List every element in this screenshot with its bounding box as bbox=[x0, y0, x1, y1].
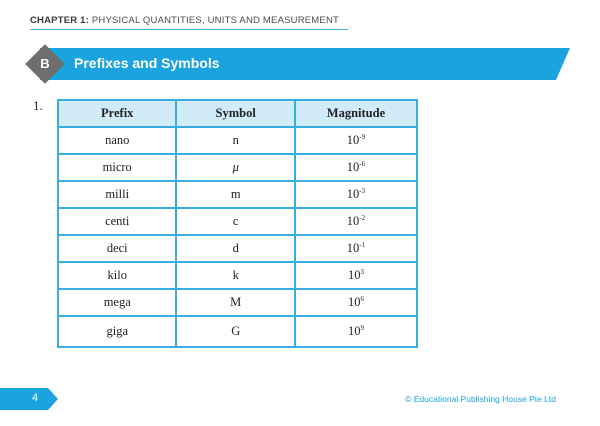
magnitude-exponent: -2 bbox=[359, 214, 366, 222]
table-row bbox=[58, 262, 417, 289]
table-row bbox=[58, 181, 417, 208]
cell-prefix: centi bbox=[58, 208, 176, 235]
magnitude-base: 10 bbox=[346, 187, 360, 201]
header-prefix: Prefix bbox=[58, 100, 176, 127]
magnitude-exponent: -3 bbox=[359, 187, 366, 195]
cell-symbol: c bbox=[176, 208, 294, 235]
cell-magnitude bbox=[295, 154, 417, 181]
chapter-divider bbox=[30, 29, 348, 30]
cell-magnitude bbox=[295, 262, 417, 289]
section-title: Prefixes and Symbols bbox=[74, 55, 220, 71]
chapter-number: CHAPTER 1: bbox=[30, 15, 90, 26]
chapter-title: PHYSICAL QUANTITIES, UNITS AND MEASUREMENT bbox=[91, 15, 340, 26]
magnitude-base: 10 bbox=[346, 214, 360, 228]
page-number-tab bbox=[0, 388, 58, 410]
cell-symbol: k bbox=[176, 262, 294, 289]
cell-symbol: m bbox=[176, 181, 294, 208]
magnitude-exponent: 3 bbox=[360, 268, 364, 276]
cell-symbol: n bbox=[176, 127, 294, 154]
magnitude-base: 10 bbox=[347, 295, 361, 309]
magnitude-exponent: -1 bbox=[359, 241, 366, 249]
section-letter: B bbox=[40, 56, 50, 71]
page-number: 4 bbox=[32, 392, 39, 404]
header-symbol: Symbol bbox=[176, 100, 294, 127]
cell-prefix: micro bbox=[58, 154, 176, 181]
cell-prefix: deci bbox=[58, 235, 176, 262]
magnitude-base: 10 bbox=[346, 160, 360, 174]
table-row bbox=[58, 127, 417, 154]
cell-magnitude bbox=[295, 208, 417, 235]
header-magnitude: Magnitude bbox=[295, 100, 417, 127]
table-row bbox=[58, 154, 417, 181]
cell-prefix: mega bbox=[58, 289, 176, 316]
table-row bbox=[58, 289, 417, 316]
magnitude-base: 10 bbox=[347, 268, 361, 282]
cell-magnitude bbox=[295, 181, 417, 208]
chapter-header bbox=[30, 15, 339, 26]
cell-magnitude bbox=[295, 127, 417, 154]
table-row bbox=[58, 208, 417, 235]
magnitude-exponent: -9 bbox=[359, 133, 366, 141]
magnitude-exponent: -6 bbox=[359, 160, 366, 168]
item-number: 1. bbox=[33, 98, 43, 113]
copyright-notice: © Educational Publishing House Pte Ltd bbox=[405, 394, 556, 404]
cell-symbol: d bbox=[176, 235, 294, 262]
magnitude-exponent: 9 bbox=[360, 324, 364, 332]
cell-symbol: G bbox=[176, 316, 294, 347]
prefix-table bbox=[57, 99, 418, 348]
cell-magnitude bbox=[295, 316, 417, 347]
cell-symbol: M bbox=[176, 289, 294, 316]
magnitude-base: 10 bbox=[347, 324, 361, 338]
table-header-row bbox=[58, 100, 417, 127]
cell-symbol: μ bbox=[176, 154, 294, 181]
cell-prefix: milli bbox=[58, 181, 176, 208]
magnitude-base: 10 bbox=[346, 241, 360, 255]
cell-magnitude bbox=[295, 289, 417, 316]
table-row bbox=[58, 235, 417, 262]
cell-prefix: giga bbox=[58, 316, 176, 347]
cell-magnitude bbox=[295, 235, 417, 262]
table-row bbox=[58, 316, 417, 347]
cell-prefix: nano bbox=[58, 127, 176, 154]
magnitude-exponent: 6 bbox=[360, 295, 364, 303]
cell-prefix: kilo bbox=[58, 262, 176, 289]
magnitude-base: 10 bbox=[346, 133, 360, 147]
